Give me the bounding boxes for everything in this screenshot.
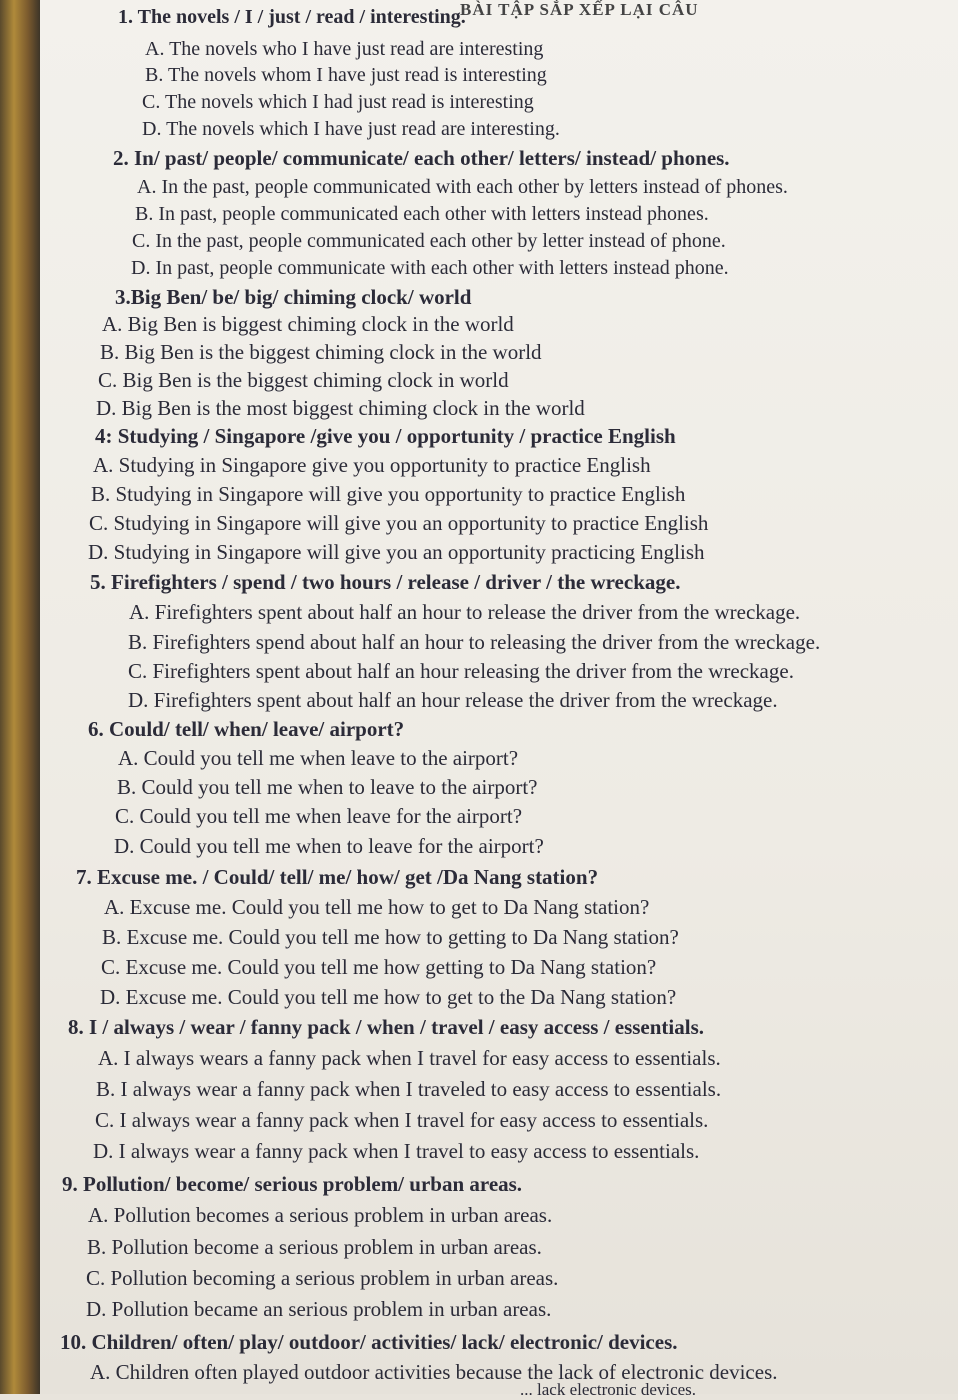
question-9-option-d: D. Pollution became an serious problem in urban areas. [86,1297,552,1321]
question-1-option-c: C. The novels which I had just read is interesting [142,91,534,113]
question-2-option-c: C. In the past, people communicated each other by letter instead of phone. [132,230,726,252]
question-2-prompt: 2. In/ past/ people/ communicate/ each other/ letters/ instead/ phones. [113,146,730,170]
question-9-option-b: B. Pollution become a serious problem in urban areas. [87,1235,542,1259]
question-8-option-c: C. I always wear a fanny pack when I travel for easy access to essentials. [95,1108,709,1132]
question-7-prompt: 7. Excuse me. / Could/ tell/ me/ how/ get /Da Nang station? [76,865,599,889]
question-6-option-a: A. Could you tell me when leave to the airport? [118,746,519,770]
question-3-option-b: B. Big Ben is the biggest chiming clock in the world [100,340,542,364]
question-9-prompt: 9. Pollution/ become/ serious problem/ urban areas. [62,1172,523,1196]
question-10-option-b-partial: ... lack electronic devices. [520,1380,697,1399]
question-8-option-b: B. I always wear a fanny pack when I traveled to easy access to essentials. [96,1077,722,1101]
question-5-option-c: C. Firefighters spent about half an hour releasing the driver from the wreckage. [128,659,794,683]
question-3-option-c: C. Big Ben is the biggest chiming clock in world [98,368,509,392]
page-edge [0,0,40,1394]
question-5-option-b: B. Firefighters spend about half an hour to releasing the driver from the wreckage. [128,630,821,654]
question-8-prompt: 8. I / always / wear / fanny pack / when / travel / easy access / essentials. [68,1015,705,1039]
question-4-option-a: A. Studying in Singapore give you opportunity to practice English [93,453,651,477]
question-4-option-b: B. Studying in Singapore will give you opportunity to practice English [91,482,686,506]
question-1-option-b: B. The novels whom I have just read is interesting [145,64,547,86]
question-1-option-d: D. The novels which I have just read are interesting. [142,118,560,140]
question-7-option-d: D. Excuse me. Could you tell me how to get to the Da Nang station? [100,985,677,1009]
question-7-option-c: C. Excuse me. Could you tell me how getting to Da Nang station? [101,955,657,979]
question-6-option-c: C. Could you tell me when leave for the airport? [115,804,523,828]
question-2-option-d: D. In past, people communicate with each other with letters instead phone. [131,257,729,279]
question-3-prompt: 3.Big Ben/ be/ big/ chiming clock/ world [115,285,472,309]
worksheet-title: BÀI TẬP SẮP XẾP LẠI CÂU [460,0,699,19]
question-5-option-d: D. Firefighters spent about half an hour release the driver from the wreckage. [128,688,778,712]
question-8-option-a: A. I always wears a fanny pack when I travel for easy access to essentials. [98,1046,721,1070]
question-3-option-a: A. Big Ben is biggest chiming clock in the world [102,312,514,336]
question-1-prompt: 1. The novels / I / just / read / interesting. [118,6,466,28]
question-10-prompt: 10. Children/ often/ play/ outdoor/ activities/ lack/ electronic/ devices. [60,1330,678,1354]
question-4-option-c: C. Studying in Singapore will give you an opportunity to practice English [89,511,709,535]
question-4-prompt: 4: Studying / Singapore /give you / opportunity / practice English [95,424,676,448]
question-7-option-a: A. Excuse me. Could you tell me how to get to Da Nang station? [104,895,650,919]
question-6-option-b: B. Could you tell me when to leave to the airport? [117,775,538,799]
question-6-prompt: 6. Could/ tell/ when/ leave/ airport? [88,717,405,741]
question-2-option-a: A. In the past, people communicated with each other by letters instead of phones. [137,176,788,198]
question-9-option-a: A. Pollution becomes a serious problem in urban areas. [88,1203,553,1227]
question-9-option-c: C. Pollution becoming a serious problem in urban areas. [86,1266,559,1290]
question-7-option-b: B. Excuse me. Could you tell me how to getting to Da Nang station? [102,925,679,949]
question-1-option-a: A. The novels who I have just read are interesting [145,38,544,60]
question-2-option-b: B. In past, people communicated each other with letters instead phones. [135,203,709,225]
question-4-option-d: D. Studying in Singapore will give you an opportunity practicing English [88,540,705,564]
question-5-prompt: 5. Firefighters / spend / two hours / release / driver / the wreckage. [90,570,681,594]
question-5-option-a: A. Firefighters spent about half an hour to release the driver from the wreckage. [129,600,801,624]
question-8-option-d: D. I always wear a fanny pack when I travel to easy access to essentials. [93,1139,700,1163]
question-3-option-d: D. Big Ben is the most biggest chiming clock in the world [96,396,585,420]
question-6-option-d: D. Could you tell me when to leave for the airport? [114,834,544,858]
question-10-option-a: A. Children often played outdoor activities because the lack of electronic devices. [90,1360,778,1384]
